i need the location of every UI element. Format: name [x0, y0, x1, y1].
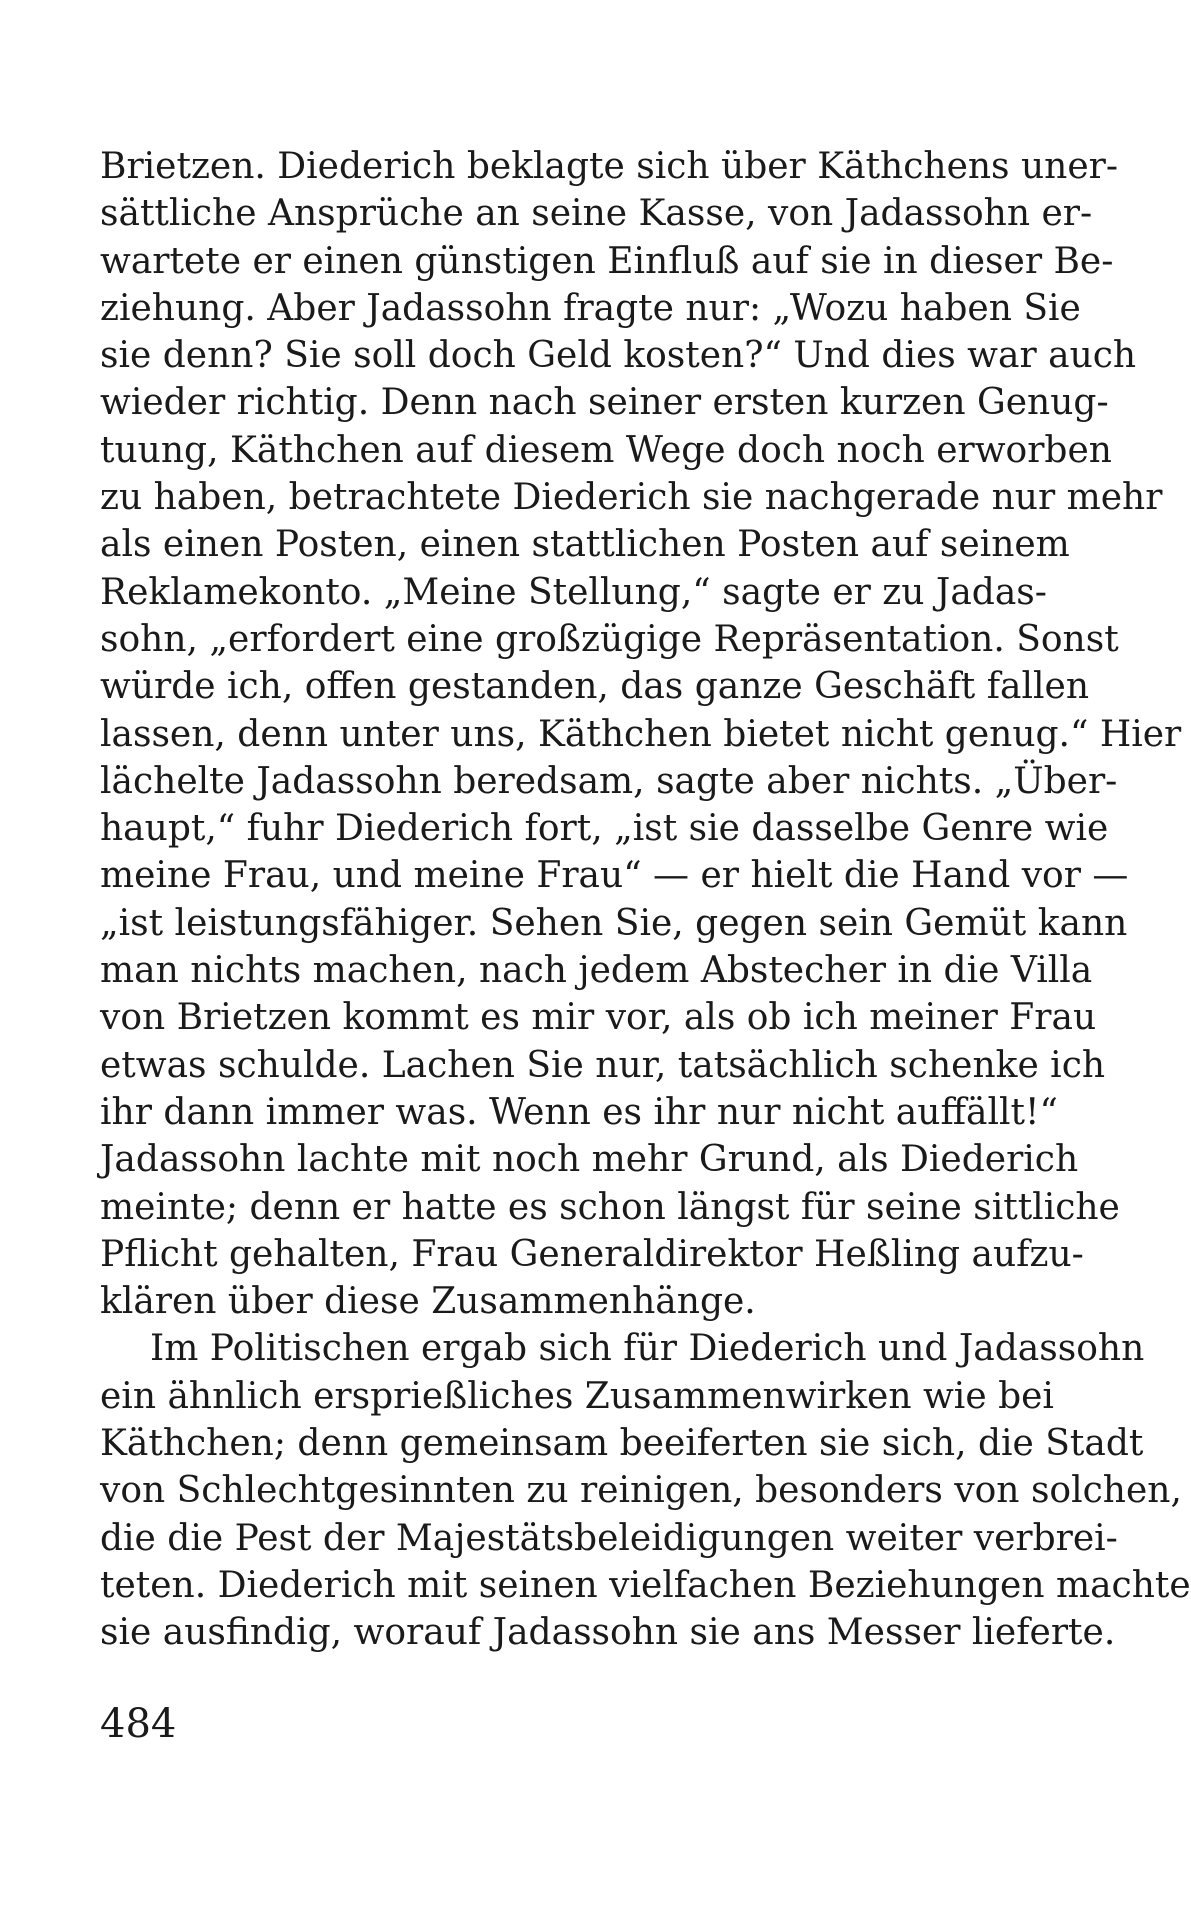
text-line: etwas schulde. Lachen Sie nur, tatsächlich schenke ich	[100, 1044, 1106, 1086]
text-line: zu haben, betrachtete Diederich sie nachgerade nur mehr	[100, 477, 1163, 519]
text-line: ein ähnlich ersprießliches Zusammenwirken wie bei	[100, 1375, 1054, 1417]
text-line: meinte; denn er hatte es schon längst für seine sittliche	[100, 1186, 1120, 1228]
text-line: lächelte Jadassohn beredsam, sagte aber nichts. „Über-	[100, 760, 1118, 802]
text-line: „ist leistungsfähiger. Sehen Sie, gegen sein Gemüt kann	[100, 902, 1128, 944]
text-line: von Brietzen kommt es mir vor, als ob ich meiner Frau	[100, 997, 1097, 1039]
text-line: sohn, „erfordert eine großzügige Repräsentation. Sonst	[100, 618, 1119, 660]
text-line: Reklamekonto. „Meine Stellung,“ sagte er zu Jadas-	[100, 571, 1047, 613]
text-line: meine Frau, und meine Frau“ — er hielt die Hand vor —	[100, 855, 1129, 897]
text-line: ziehung. Aber Jadassohn fragte nur: „Wozu haben Sie	[100, 287, 1081, 329]
text-line: teten. Diederich mit seinen vielfachen Beziehungen machte	[100, 1564, 1191, 1606]
text-line: sättliche Ansprüche an seine Kasse, von Jadassohn er-	[100, 193, 1093, 235]
text-line: Pflicht gehalten, Frau Generaldirektor Heßling aufzu-	[100, 1233, 1084, 1275]
text-line: Käthchen; denn gemeinsam beeiferten sie sich, die Stadt	[100, 1423, 1144, 1465]
text-line: ihr dann immer was. Wenn es ihr nur nicht auffällt!“	[100, 1091, 1058, 1133]
text-line: würde ich, offen gestanden, das ganze Geschäft fallen	[100, 666, 1090, 708]
page-number: 484	[100, 1701, 177, 1747]
text-line: wieder richtig. Denn nach seiner ersten kurzen Genug-	[100, 382, 1109, 424]
text-line: wartete er einen günstigen Einfluß auf sie in dieser Be-	[100, 240, 1114, 282]
text-line: die die Pest der Majestätsbeleidigungen weiter verbrei-	[100, 1517, 1118, 1559]
text-line: sie denn? Sie soll doch Geld kosten?“ Und dies war auch	[100, 335, 1137, 377]
text-line: man nichts machen, nach jedem Abstecher in die Villa	[100, 950, 1093, 992]
text-line: haupt,“ fuhr Diederich fort, „ist sie dasselbe Genre wie	[100, 808, 1109, 850]
text-line: als einen Posten, einen stattlichen Posten auf seinem	[100, 524, 1070, 566]
body-text	[100, 143, 1191, 1657]
text-line: lassen, denn unter uns, Käthchen bietet nicht genug.“ Hier	[100, 713, 1182, 755]
text-line: von Schlechtgesinnten zu reinigen, besonders von solchen,	[100, 1470, 1182, 1512]
paragraph-start-line: Im Politischen ergab sich für Diederich und Jadassohn	[150, 1328, 1145, 1370]
text-line: sie ausfindig, worauf Jadassohn sie ans Messer lieferte.	[100, 1612, 1116, 1654]
text-line: Brietzen. Diederich beklagte sich über Käthchens uner-	[100, 146, 1119, 187]
text-line: tuung, Käthchen auf diesem Wege doch noch erworben	[100, 429, 1112, 471]
paragraph-end-line: klären über diese Zusammenhänge.	[100, 1281, 756, 1323]
text-line: Jadassohn lachte mit noch mehr Grund, als Diederich	[100, 1139, 1079, 1181]
